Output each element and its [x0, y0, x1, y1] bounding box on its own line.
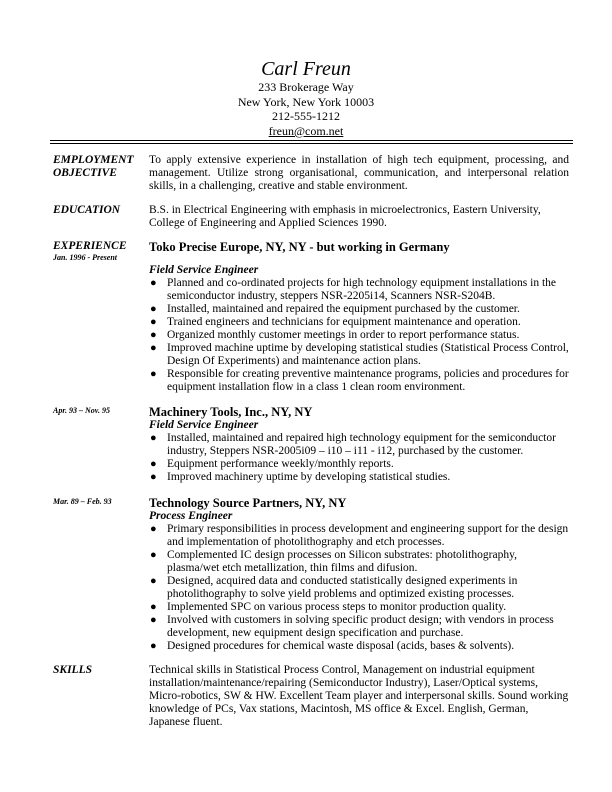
skills-label: SKILLS	[53, 664, 92, 676]
bullet-text: Installed, maintained and repaired the equipment purchased by the customer.	[167, 303, 520, 315]
objective-text: To apply extensive experience in installation of high tech equipment, processing, and management. Utilize strong organisational, communication, and interpersonal relation skills, in a challenging, creative and stable environment.	[149, 154, 569, 192]
list-item	[149, 614, 569, 640]
education-label: EDUCATION	[53, 204, 121, 216]
email-link[interactable]: freun@com.net	[268, 123, 344, 138]
bullet-text: Improved machine uptime by developing statistical studies (Statistical Process Control, Design Of Experiments) and maintenance action plans.	[167, 342, 569, 367]
job-entry	[149, 240, 569, 394]
bullet-text: Responsible for creating preventive maintenance programs, policies and procedures for equipment installation flow in a class 1 clean room environment.	[167, 368, 569, 393]
bullet-text: Equipment performance weekly/monthly reports.	[167, 458, 394, 470]
bullet-icon: ●	[150, 471, 157, 483]
bullet-text: Involved with customers in solving specific product design; with vendors in process development, new equipment design specification and purchase.	[167, 614, 554, 639]
bullet-icon: ●	[150, 614, 157, 626]
job-bullets	[149, 277, 569, 394]
job-role: Field Service Engineer	[149, 264, 259, 276]
list-item	[149, 471, 569, 484]
list-item	[149, 316, 569, 329]
skills-text: Technical skills in Statistical Process Control, Management on industrial equipment installation/maintenance/repairing (Semiconductor Industry), Laser/Optical systems, Micro-robotics, SW & HW. Excellent Team player and interpersonal skills. Sound working knowledge of PCs, Vax stations, Macintosh, MS office & Excel. English, German, Japanese fluent.	[149, 664, 569, 728]
objective-label-line-1: EMPLOYMENT	[53, 154, 134, 166]
job-dates: Jan. 1996 - Present	[53, 253, 117, 262]
list-item	[149, 523, 569, 549]
list-item	[149, 303, 569, 316]
bullet-icon: ●	[150, 640, 157, 652]
bullet-text: Installed, maintained and repaired high technology equipment for the semiconductor industry, Steppers NSR-2005i09 – i10 – i11 - i12, purchased by the customer.	[167, 432, 556, 457]
job-dates: Mar. 89 – Feb. 93	[53, 497, 112, 506]
address-line-1: 233 Brokerage Way	[258, 80, 354, 94]
bullet-text: Designed procedures for chemical waste disposal (acids, bases & solvents).	[167, 640, 515, 652]
header-divider-bottom	[50, 143, 573, 144]
list-item	[149, 277, 569, 303]
bullet-icon: ●	[150, 342, 157, 354]
job-bullets	[149, 432, 569, 484]
job-role: Field Service Engineer	[149, 419, 259, 431]
list-item	[149, 549, 569, 575]
objective-label-line-2: OBJECTIVE	[53, 167, 117, 179]
phone-number: 212-555-1212	[272, 109, 340, 124]
bullet-icon: ●	[150, 368, 157, 380]
experience-label: EXPERIENCE	[53, 240, 127, 252]
job-dates: Apr. 93 – Nov. 95	[53, 406, 111, 415]
job-entry	[149, 405, 569, 484]
education-text: B.S. in Electrical Engineering with emphasis in microelectronics, Eastern University, College of Engineering and Applied Sciences 1990.	[149, 204, 541, 229]
bullet-icon: ●	[150, 458, 157, 470]
bullet-text: Improved machinery uptime by developing statistical studies.	[167, 471, 451, 483]
company-name: Machinery Tools, Inc., NY, NY	[149, 405, 313, 419]
list-item	[149, 575, 569, 601]
company-name: Toko Precise Europe, NY, NY - but working in Germany	[149, 240, 450, 254]
bullet-text: Organized monthly customer meetings in order to report performance status.	[167, 329, 520, 341]
bullet-text: Planned and co-ordinated projects for high technology equipment installations in the semiconductor industry, steppers NSR-2205i14, Scanners NSR-S204B.	[167, 277, 556, 302]
list-item	[149, 432, 569, 458]
resume-header	[0, 58, 612, 138]
candidate-name: Carl Freun	[261, 58, 351, 80]
bullet-icon: ●	[150, 523, 157, 535]
list-item	[149, 368, 569, 394]
bullet-text: Complemented IC design processes on Silicon substrates: photolithography, plasma/wet etch metallization, thin films and difusion.	[167, 549, 517, 574]
list-item	[149, 458, 569, 471]
company-name: Technology Source Partners, NY, NY	[149, 496, 347, 510]
header-divider-top	[50, 140, 573, 141]
bullet-icon: ●	[150, 329, 157, 341]
bullet-icon: ●	[150, 601, 157, 613]
bullet-text: Implemented SPC on various process steps to monitor production quality.	[167, 601, 507, 613]
bullet-icon: ●	[150, 549, 157, 561]
list-item	[149, 329, 569, 342]
job-role: Process Engineer	[149, 510, 233, 522]
address-line-2: New York, New York 10003	[237, 94, 375, 109]
list-item	[149, 640, 569, 653]
list-item	[149, 342, 569, 368]
bullet-icon: ●	[150, 432, 157, 444]
bullet-icon: ●	[150, 303, 157, 315]
bullet-icon: ●	[150, 575, 157, 587]
job-bullets	[149, 523, 569, 653]
bullet-text: Trained engineers and technicians for equipment maintenance and operation.	[167, 316, 521, 328]
list-item	[149, 601, 569, 614]
bullet-icon: ●	[150, 316, 157, 328]
bullet-text: Designed, acquired data and conducted statistically designed experiments in photolithography to solve yield problems and optimized existing processes.	[167, 575, 518, 600]
objective-label	[53, 154, 148, 180]
job-entry	[149, 496, 569, 653]
bullet-text: Primary responsibilities in process development and engineering support for the design and implementation of photolithography and etch processes.	[167, 523, 569, 548]
bullet-icon: ●	[150, 277, 157, 289]
